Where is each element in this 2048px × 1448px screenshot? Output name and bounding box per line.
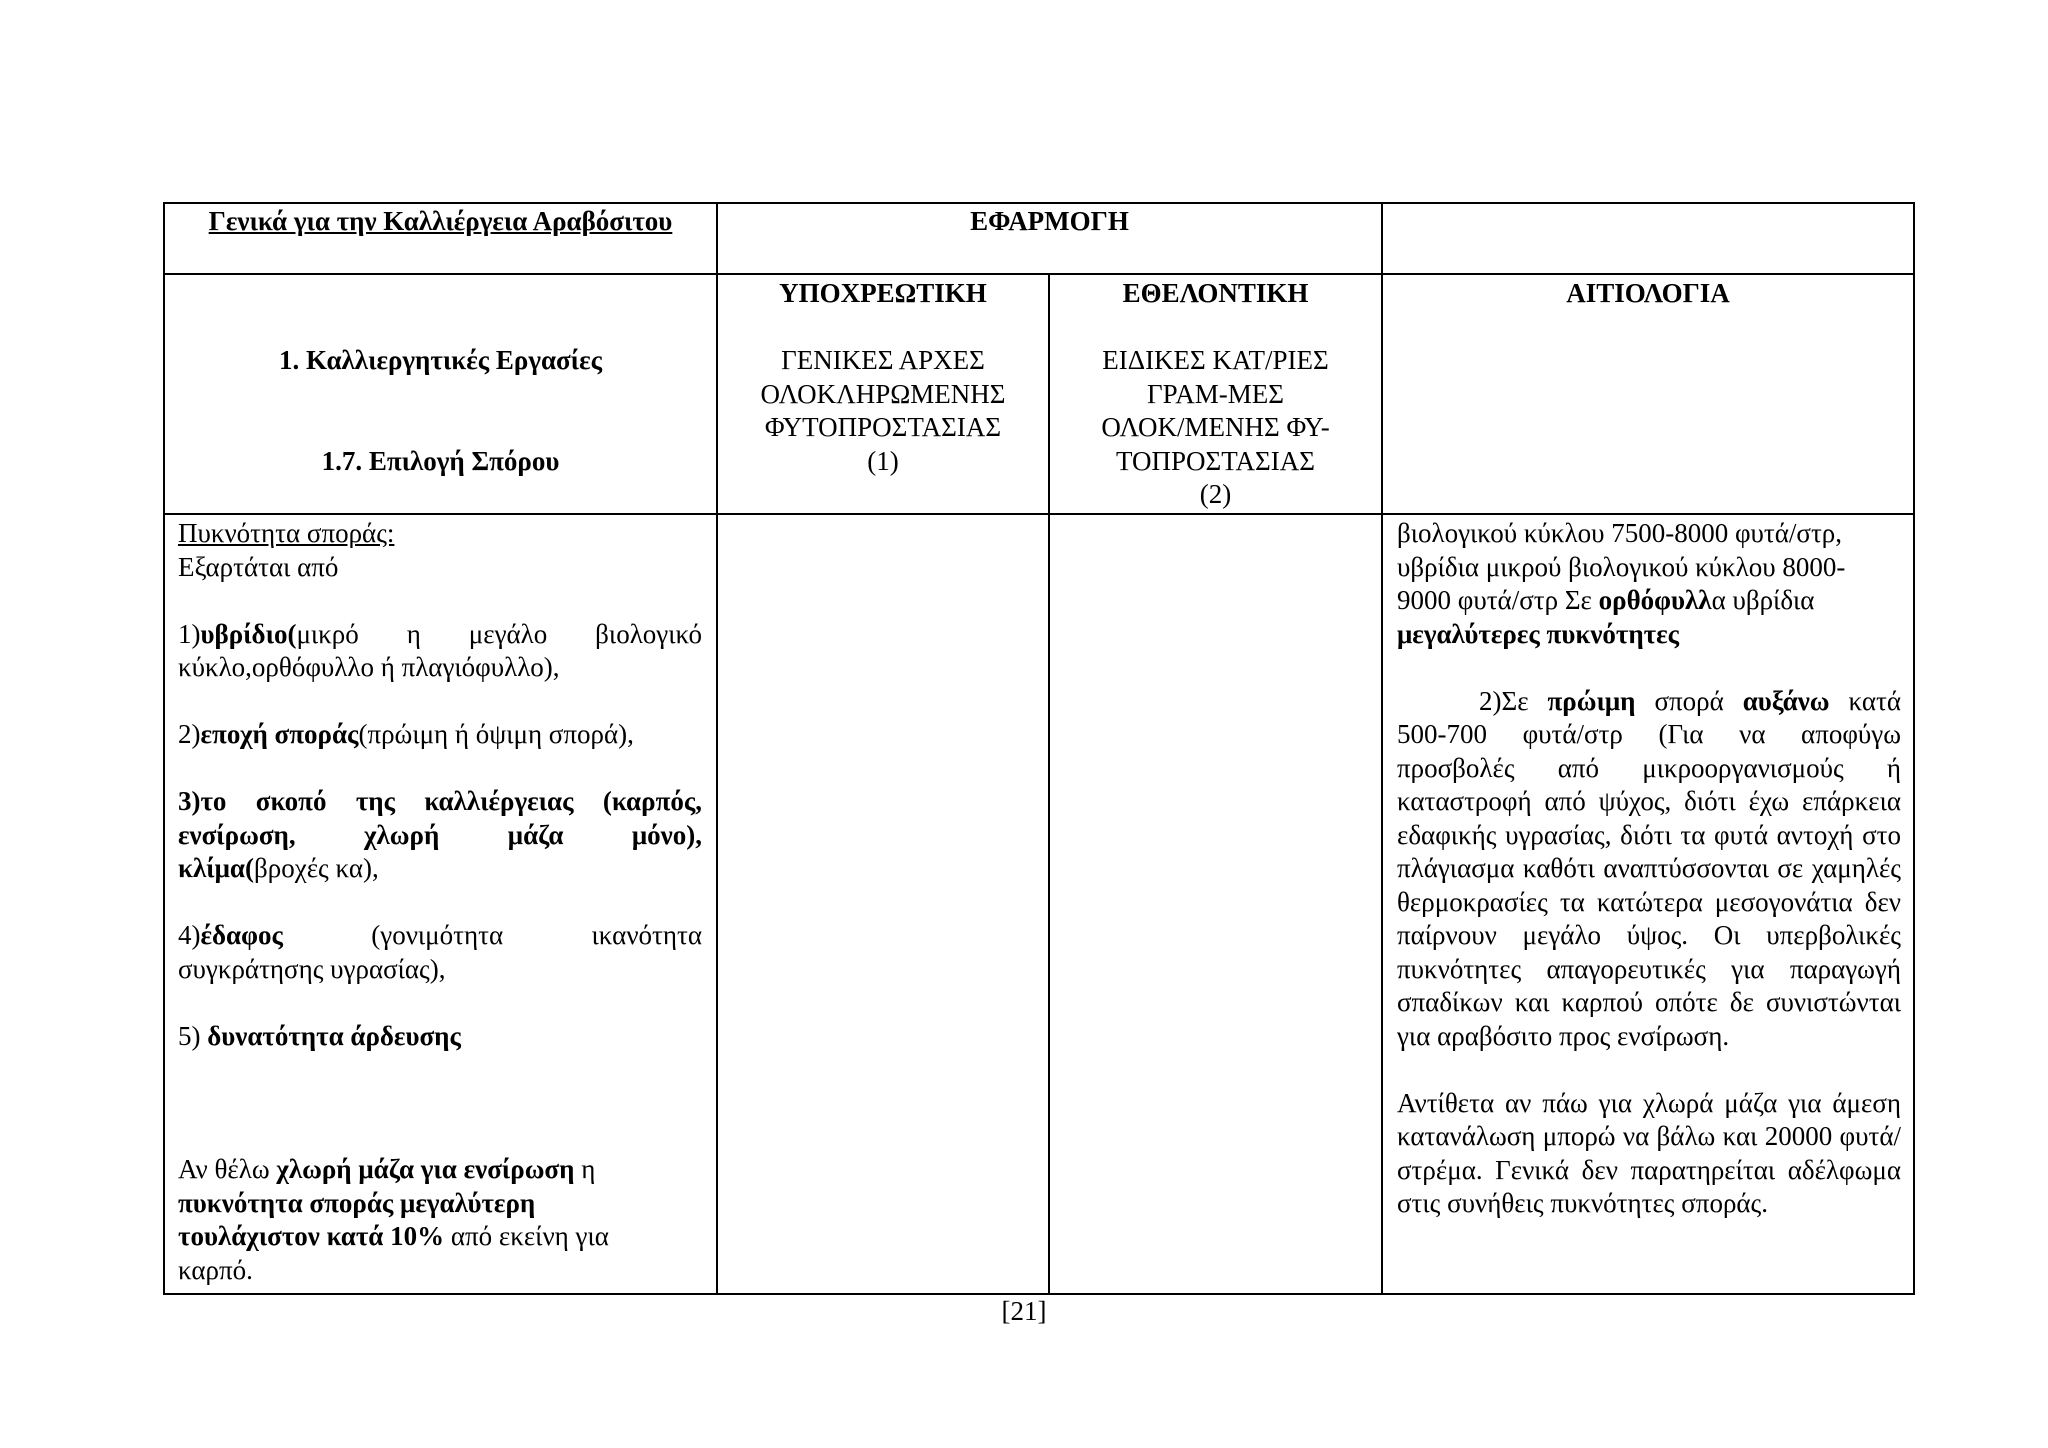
voluntary-line: ΕΙΔΙΚΕΣ ΚΑΤ/ΡΙΕΣ <box>1102 345 1329 375</box>
p2-text-a: 2)Σε <box>1479 685 1548 716</box>
justification-line3-c: α υβρίδια <box>1711 585 1815 615</box>
justification-body-cell <box>1382 514 1914 1294</box>
apply-header: ΕΦΑΡΜΟΓΗ <box>970 206 1129 236</box>
empty-header-cell <box>1382 203 1914 274</box>
justification-cell <box>1382 274 1914 514</box>
note-line1 <box>178 1153 702 1187</box>
mandatory-body-cell <box>717 514 1049 1294</box>
mandatory-line: (1) <box>867 445 899 476</box>
justification-heading: ΑΙΤΙΟΛΟΓΙΑ <box>1566 278 1730 308</box>
mandatory-heading: ΥΠΟΧΡΕΩΤΙΚΗ <box>779 278 987 308</box>
table-title-cell <box>164 203 717 274</box>
factor-4-text: (γονιμότητα ικανότητα <box>371 920 702 950</box>
justification-line4: μεγαλύτερες πυκνότητες <box>1397 618 1680 649</box>
note-text-f: από εκείνη για <box>444 1221 609 1251</box>
p2-text-c: σπορά <box>1635 685 1743 716</box>
table-body-row <box>164 514 1914 1294</box>
factors-cell <box>164 514 717 1294</box>
depends-label: Εξαρτάται από <box>178 551 339 582</box>
factor-1-line1 <box>178 618 702 652</box>
apply-header-cell <box>717 203 1382 274</box>
note-line4: καρπό. <box>178 1254 253 1285</box>
voluntary-line: ΓΡΑΜ-ΜΕΣ <box>1147 378 1284 409</box>
factor-3-bold: κλίμα( <box>178 853 254 883</box>
justification-line1: βιολογικού κύκλου 7500-8000 φυτά/στρ, <box>1397 518 1843 548</box>
factor-2-text: (πρώιμη ή όψιμη σπορά), <box>358 719 634 749</box>
factor-3-line1: 3)το σκοπό της καλλιέργειας (καρπός, <box>178 786 702 816</box>
justification-line2: υβρίδια μικρού βιολογικού κύκλου 8000- <box>1397 551 1846 582</box>
factor-4-number: 4) <box>178 920 201 950</box>
p2-text-e: κατά <box>1829 685 1902 716</box>
note-line3 <box>178 1220 702 1254</box>
factor-5 <box>178 1020 702 1054</box>
table-title: Γενικά για την Καλλιέργεια Αραβόσιτου <box>208 206 673 236</box>
p2-bold-b: πρώιμη <box>1547 685 1636 716</box>
factor-2-number: 2) <box>178 719 201 749</box>
density-title: Πυκνότητα σποράς: <box>178 518 395 548</box>
task-cell <box>164 274 717 514</box>
justification-p2-body: 500-700 φυτά/στρ (Για να αποφύγω προσβολές από μικροοργανισμούς ή καταστροφή από ψύχος, διότι έχω επάρκεια εδαφικής υγρασίας, διότι τα φυτά αντοχή στο πλάγιασμα καθότι αναπτύσσονται σε χαμηλές θερμοκρασίες τα κατώτερα μεσογονάτια δεν παίρνουν μεγάλο ύψος. Οι υπερβολικές πυκνότητες απαγορευτικές για παραγωγή σπαδίκων και καρπού οπότε δε συνιστώνται για αραβόσιτο προς ενσίρωση. <box>1397 719 1901 1051</box>
justification-paragraph-3: Αντίθετα αν πάω για χλωρά μάζα για άμεση κατανάλωση μπορώ να βάλω και 20000 φυτά/στρέμα. Γενικά δεν παρατηρείται αδέλφωμα στις συνήθεις πυκνότητες σποράς. <box>1397 1087 1901 1218</box>
factor-3-line2: ενσίρωση, χλωρή μάζα μόνο), <box>178 819 702 850</box>
factor-1-number: 1) <box>178 618 201 649</box>
cultivation-table <box>163 202 1915 1295</box>
factor-1-line2: κύκλο,ορθόφυλλο ή πλαγιόφυλλο), <box>178 652 560 682</box>
note-bold-e: τουλάχιστον κατά 10% <box>178 1221 445 1251</box>
note-text-a: Αν θέλω <box>178 1154 277 1184</box>
task-label: 1. Καλλιεργητικές Εργασίες <box>278 345 603 375</box>
voluntary-line: ΤΟΠΡΟΣΤΑΣΙΑΣ <box>1116 445 1315 476</box>
factor-4-line1 <box>178 919 702 953</box>
note-bold-b: χλωρή μάζα για ενσίρωση <box>276 1154 575 1184</box>
factor-1-bold: υβρίδιο( <box>200 618 297 649</box>
factor-2 <box>178 718 702 752</box>
page-number: [21] <box>1001 1296 1047 1326</box>
mandatory-line: ΟΛΟΚΛΗΡΩΜΕΝΗΣ <box>760 378 1006 409</box>
voluntary-line: (2) <box>1199 479 1232 509</box>
factor-3-text: βροχές κα), <box>254 853 379 883</box>
factor-5-bold: δυνατότητα άρδευσης <box>207 1020 461 1051</box>
factor-4-line2: συγκράτησης υγρασίας), <box>178 953 446 984</box>
subtask-label: 1.7. Επιλογή Σπόρου <box>321 445 560 476</box>
voluntary-heading: ΕΘΕΛΟΝΤΙΚΗ <box>1122 278 1309 308</box>
justification-line3-a: 9000 φυτά/στρ Σε <box>1397 585 1599 615</box>
justification-line3 <box>1397 584 1901 618</box>
note-line2: πυκνότητα σποράς μεγαλύτερη <box>178 1187 536 1218</box>
factor-3-line3 <box>178 852 702 886</box>
table-header-row <box>164 203 1914 274</box>
mandatory-line: ΓΕΝΙΚΕΣ ΑΡΧΕΣ <box>781 345 985 375</box>
factor-2-bold: εποχή σποράς <box>200 719 359 749</box>
factor-5-number: 5) <box>178 1020 208 1051</box>
voluntary-line: ΟΛΟΚ/ΜΕΝΗΣ ΦΥ- <box>1101 412 1330 442</box>
mandatory-line: ΦΥΤΟΠΡΟΣΤΑΣΙΑΣ <box>764 412 1002 442</box>
justification-paragraph-2 <box>1397 685 1901 1054</box>
table-subheader-row <box>164 274 1914 514</box>
factor-4-bold: έδαφος <box>200 920 283 950</box>
note-text-c: η <box>574 1154 596 1184</box>
voluntary-body-cell <box>1049 514 1382 1294</box>
factor-1-text: μικρό η μεγάλο βιολογικό <box>296 618 702 649</box>
justification-p2-first-line <box>1397 685 1901 719</box>
justification-line3-bold: ορθόφυλλ <box>1598 585 1712 615</box>
p2-bold-d: αυξάνω <box>1742 685 1830 716</box>
voluntary-cell <box>1049 274 1382 514</box>
mandatory-cell <box>717 274 1049 514</box>
